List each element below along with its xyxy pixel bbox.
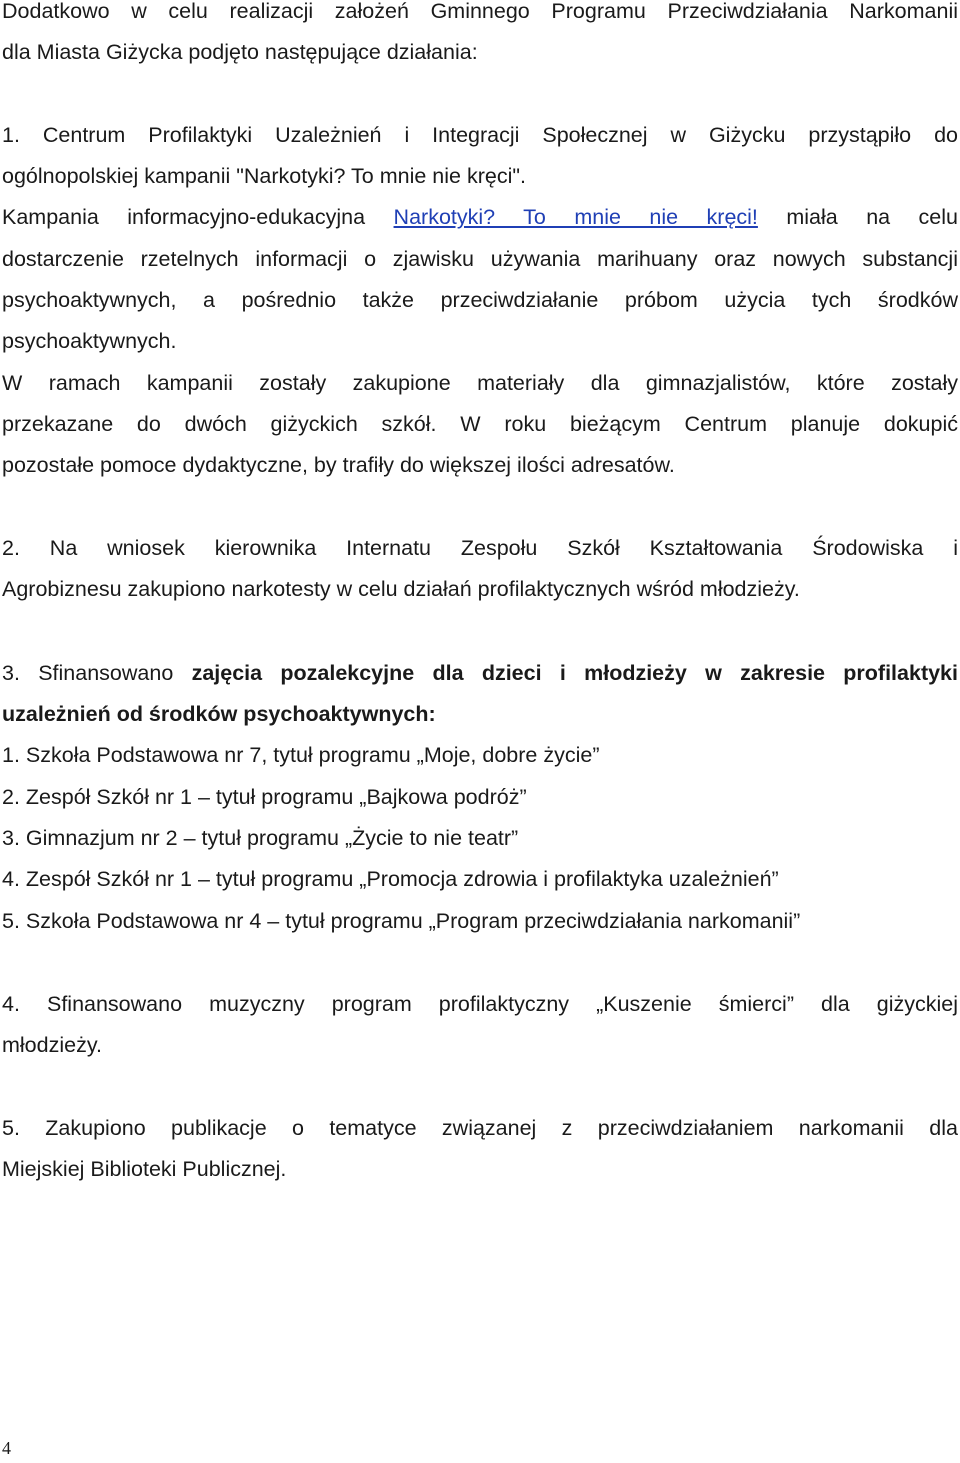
intro-line-1: Dodatkowo w celu realizacji założeń Gminnego Programu Przeciwdziałania Narkomanii	[2, 0, 958, 23]
item1-line-7: W ramach kampanii zostały zakupione materiały dla gimnazjalistów, które zostały	[2, 371, 958, 395]
item3-line-1-prefix: 3. Sfinansowano	[2, 661, 192, 685]
item2-line-2: Agrobiznesu zakupiono narkotesty w celu działań profilaktycznych wśród młodzieży.	[2, 577, 800, 601]
item3-line-2	[2, 694, 958, 735]
item1-line-3-prefix: Kampania informacyjno-edukacyjna	[2, 205, 394, 229]
item2-line-1: 2. Na wniosek kierownika Internatu Zespołu Szkół Kształtowania Środowiska i	[2, 536, 958, 560]
item5-line-2: Miejskiej Biblioteki Publicznej.	[2, 1157, 287, 1181]
program-list-item: 2. Zespół Szkół nr 1 – tytuł programu „Bajkowa podróż”	[2, 785, 527, 809]
item4-line-1: 4. Sfinansowano muzyczny program profilaktyczny „Kuszenie śmierci” dla giżyckiej	[2, 992, 958, 1016]
item1-line-9: pozostałe pomoce dydaktyczne, by trafiły do większej ilości adresatów.	[2, 453, 675, 477]
item3-line-1	[2, 653, 958, 694]
item1-line-1: 1. Centrum Profilaktyki Uzależnień i Integracji Społecznej w Giżycku przystąpiło do	[2, 123, 958, 147]
item1-line-8: przekazane do dwóch giżyckich szkół. W roku bieżącym Centrum planuje dokupić	[2, 412, 958, 436]
item3-line-2-bold: uzależnień od środków psychoaktywnych:	[2, 702, 436, 726]
program-list-item: 5. Szkoła Podstawowa nr 4 – tytuł programu „Program przeciwdziałania narkomanii”	[2, 909, 801, 933]
item1-line-3	[2, 197, 958, 238]
item1-line-6: psychoaktywnych.	[2, 329, 177, 353]
item1-line-4: dostarczenie rzetelnych informacji o zjawisku używania marihuany oraz nowych substancji	[2, 247, 958, 271]
intro-line-2: dla Miasta Giżycka podjęto następujące działania:	[2, 40, 478, 64]
program-list-item: 4. Zespół Szkół nr 1 – tytuł programu „Promocja zdrowia i profilaktyka uzależnień”	[2, 867, 779, 891]
item1-line-2: ogólnopolskiej kampanii "Narkotyki? To mnie nie kręci".	[2, 164, 526, 188]
item3-line-1-bold: zajęcia pozalekcyjne dla dzieci i młodzieży w zakresie profilaktyki	[191, 661, 958, 685]
program-list-item: 3. Gimnazjum nr 2 – tytuł programu „Życie to nie teatr”	[2, 826, 519, 850]
item1-line-3-suffix: miała na celu	[757, 205, 959, 229]
item5-line-1: 5. Zakupiono publikacje o tematyce związanej z przeciwdziałaniem narkomanii dla	[2, 1116, 958, 1140]
item4-line-2: młodzieży.	[2, 1033, 102, 1057]
program-list-item: 1. Szkoła Podstawowa nr 7, tytuł programu „Moje, dobre życie”	[2, 743, 600, 767]
campaign-link[interactable]: Narkotyki? To mnie nie kręci!	[393, 205, 758, 229]
page-number: 4	[2, 1438, 11, 1458]
item1-line-5: psychoaktywnych, a pośrednio także przeciwdziałanie próbom użycia tych środków	[2, 288, 958, 312]
